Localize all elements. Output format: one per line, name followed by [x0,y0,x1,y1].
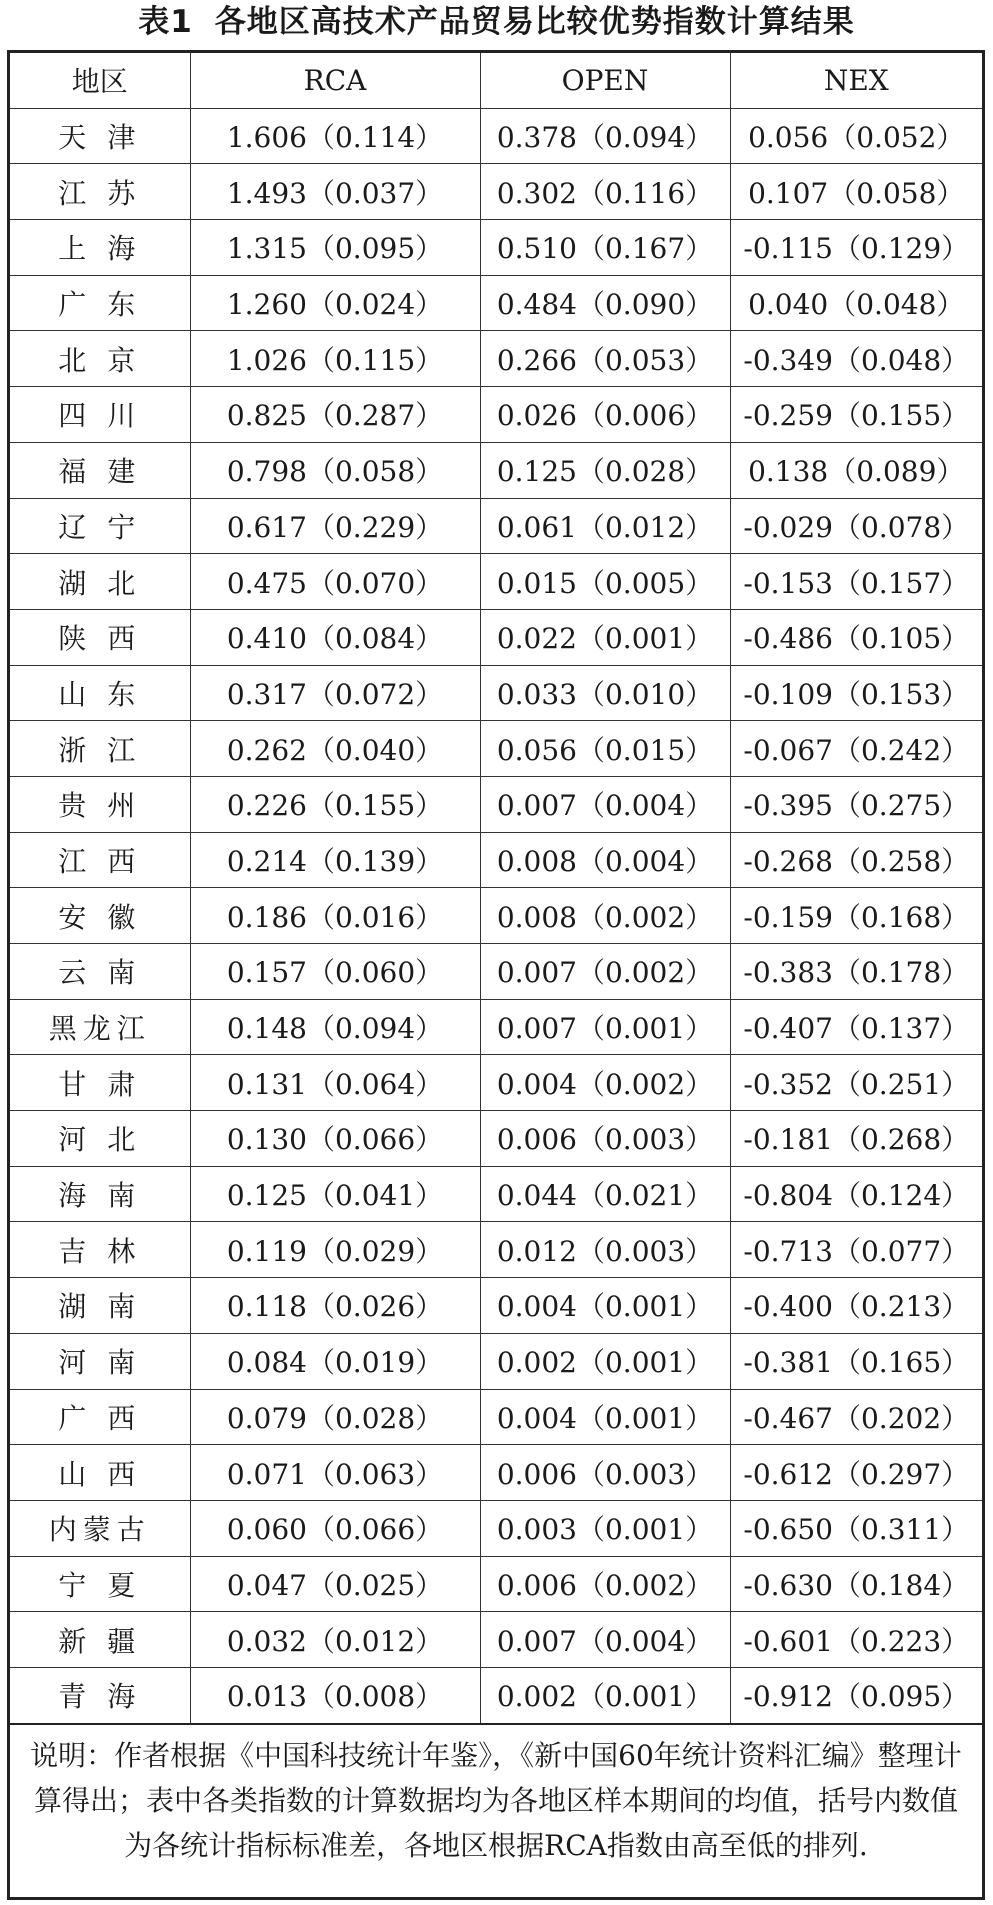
nex-cell: -0.912（0.095） [730,1667,982,1723]
rca-cell: 0.084（0.019） [190,1333,480,1389]
table-row [10,721,982,777]
nex-cell: -0.612（0.297） [730,1445,982,1501]
open-cell: 0.007（0.002） [480,944,730,1000]
region-cell: 四 川 [10,387,190,443]
region-cell: 江 西 [10,832,190,888]
rca-cell: 0.410（0.084） [190,609,480,665]
table-note: 说明：作者根据《中国科技统计年鉴》，《新中国60年统计资料汇编》整理计算得出；表中各类指数的计算数据均为各地区样本期间的均值，括号内数值为各统计指标标准差，各地区根据RCA指数由高至低的排列. [30,1738,962,1862]
rca-cell: 1.260（0.024） [190,275,480,331]
table-row [10,498,982,554]
open-cell: 0.002（0.001） [480,1667,730,1723]
region-cell: 河 南 [10,1333,190,1389]
region-cell: 湖 北 [10,554,190,610]
region-cell: 安 徽 [10,888,190,944]
region-cell: 广 东 [10,275,190,331]
open-cell: 0.012（0.003） [480,1222,730,1278]
region-cell: 海 南 [10,1166,190,1222]
open-cell: 0.002（0.001） [480,1333,730,1389]
open-cell: 0.033（0.010） [480,665,730,721]
open-cell: 0.510（0.167） [480,220,730,276]
table-row [10,442,982,498]
nex-cell: -0.181（0.268） [730,1111,982,1167]
region-cell: 山 西 [10,1445,190,1501]
nex-cell: -0.159（0.168） [730,888,982,944]
region-cell: 青 海 [10,1667,190,1723]
table-number: 表1 [138,4,193,40]
rca-cell: 1.606（0.114） [190,108,480,164]
table-row [10,1222,982,1278]
table-body [10,53,982,1724]
table-row [10,1333,982,1389]
nex-cell: -0.630（0.184） [730,1556,982,1612]
nex-cell: -0.601（0.223） [730,1612,982,1668]
open-cell: 0.004（0.001） [480,1389,730,1445]
open-cell: 0.003（0.001） [480,1500,730,1556]
rca-cell: 1.493（0.037） [190,164,480,220]
table-row [10,387,982,443]
rca-cell: 0.617（0.229） [190,498,480,554]
header-cell-open: OPEN [480,53,730,108]
open-cell: 0.008（0.004） [480,832,730,888]
table-row [10,999,982,1055]
region-cell: 内蒙古 [10,1500,190,1556]
region-cell: 吉 林 [10,1222,190,1278]
rca-cell: 0.071（0.063） [190,1445,480,1501]
table-row [10,1389,982,1445]
open-cell: 0.008（0.002） [480,888,730,944]
table-row [10,108,982,164]
region-cell: 广 西 [10,1389,190,1445]
rca-cell: 0.060（0.066） [190,1500,480,1556]
nex-cell: -0.109（0.153） [730,665,982,721]
table-title: 各地区高技术产品贸易比较优势指数计算结果 [214,4,855,40]
rca-cell: 0.079（0.028） [190,1389,480,1445]
region-cell: 甘 肃 [10,1055,190,1111]
table-row [10,888,982,944]
rca-cell: 0.798（0.058） [190,442,480,498]
table-row [10,1667,982,1723]
header-cell-rca: RCA [190,53,480,108]
nex-cell: -0.067（0.242） [730,721,982,777]
table-row [10,1556,982,1612]
region-cell: 云 南 [10,944,190,1000]
open-cell: 0.484（0.090） [480,275,730,331]
rca-cell: 0.131（0.064） [190,1055,480,1111]
table-row [10,1166,982,1222]
table-row [10,220,982,276]
nex-cell: -0.395（0.275） [730,776,982,832]
rca-cell: 0.047（0.025） [190,1556,480,1612]
table-row [10,1278,982,1334]
nex-cell: -0.804（0.124） [730,1166,982,1222]
region-cell: 宁 夏 [10,1556,190,1612]
nex-cell: -0.400（0.213） [730,1278,982,1334]
open-cell: 0.007（0.001） [480,999,730,1055]
rca-cell: 0.148（0.094） [190,999,480,1055]
rca-cell: 0.214（0.139） [190,832,480,888]
open-cell: 0.007（0.004） [480,1612,730,1668]
open-cell: 0.015（0.005） [480,554,730,610]
nex-cell: -0.650（0.311） [730,1500,982,1556]
header-row [10,53,982,108]
open-cell: 0.125（0.028） [480,442,730,498]
open-cell: 0.004（0.001） [480,1278,730,1334]
nex-cell: -0.407（0.137） [730,999,982,1055]
nex-cell: 0.138（0.089） [730,442,982,498]
rca-cell: 0.119（0.029） [190,1222,480,1278]
table-row [10,832,982,888]
rca-cell: 0.262（0.040） [190,721,480,777]
rca-cell: 0.825（0.287） [190,387,480,443]
table-row [10,331,982,387]
nex-cell: -0.268（0.258） [730,832,982,888]
rca-cell: 0.125（0.041） [190,1166,480,1222]
open-cell: 0.026（0.006） [480,387,730,443]
nex-cell: 0.040（0.048） [730,275,982,331]
table-caption [0,0,993,44]
table-row [10,275,982,331]
table-row [10,1111,982,1167]
nex-cell: -0.381（0.165） [730,1333,982,1389]
header-cell-nex: NEX [730,53,982,108]
nex-cell: -0.713（0.077） [730,1222,982,1278]
rca-cell: 0.317（0.072） [190,665,480,721]
table-frame [7,50,985,1900]
nex-cell: -0.115（0.129） [730,220,982,276]
region-cell: 天 津 [10,108,190,164]
header-cell-region: 地区 [10,53,190,108]
table-row [10,554,982,610]
region-cell: 黑龙江 [10,999,190,1055]
nex-cell: -0.029（0.078） [730,498,982,554]
open-cell: 0.006（0.002） [480,1556,730,1612]
region-cell: 浙 江 [10,721,190,777]
rca-cell: 0.130（0.066） [190,1111,480,1167]
region-cell: 陕 西 [10,609,190,665]
table-row [10,1445,982,1501]
open-cell: 0.006（0.003） [480,1445,730,1501]
region-cell: 贵 州 [10,776,190,832]
nex-cell: -0.352（0.251） [730,1055,982,1111]
rca-cell: 0.226（0.155） [190,776,480,832]
nex-cell: -0.383（0.178） [730,944,982,1000]
open-cell: 0.007（0.004） [480,776,730,832]
region-cell: 江 苏 [10,164,190,220]
table-row [10,776,982,832]
table-row [10,609,982,665]
nex-cell: -0.467（0.202） [730,1389,982,1445]
table-row [10,164,982,220]
data-table [10,53,982,1725]
rca-cell: 0.032（0.012） [190,1612,480,1668]
nex-cell: -0.259（0.155） [730,387,982,443]
rca-cell: 0.186（0.016） [190,888,480,944]
rca-cell: 0.475（0.070） [190,554,480,610]
open-cell: 0.006（0.003） [480,1111,730,1167]
nex-cell: -0.486（0.105） [730,609,982,665]
rca-cell: 0.013（0.008） [190,1667,480,1723]
region-cell: 河 北 [10,1111,190,1167]
open-cell: 0.302（0.116） [480,164,730,220]
table-row [10,1055,982,1111]
open-cell: 0.004（0.002） [480,1055,730,1111]
open-cell: 0.044（0.021） [480,1166,730,1222]
region-cell: 上 海 [10,220,190,276]
nex-cell: 0.056（0.052） [730,108,982,164]
open-cell: 0.378（0.094） [480,108,730,164]
region-cell: 新 疆 [10,1612,190,1668]
region-cell: 山 东 [10,665,190,721]
open-cell: 0.056（0.015） [480,721,730,777]
table-row [10,944,982,1000]
nex-cell: -0.349（0.048） [730,331,982,387]
region-cell: 辽 宁 [10,498,190,554]
rca-cell: 1.315（0.095） [190,220,480,276]
table-row [10,1612,982,1668]
rca-cell: 1.026（0.115） [190,331,480,387]
open-cell: 0.061（0.012） [480,498,730,554]
rca-cell: 0.118（0.026） [190,1278,480,1334]
table-row [10,1500,982,1556]
open-cell: 0.022（0.001） [480,609,730,665]
region-cell: 北 京 [10,331,190,387]
table-row [10,665,982,721]
region-cell: 湖 南 [10,1278,190,1334]
rca-cell: 0.157（0.060） [190,944,480,1000]
open-cell: 0.266（0.053） [480,331,730,387]
nex-cell: -0.153（0.157） [730,554,982,610]
nex-cell: 0.107（0.058） [730,164,982,220]
region-cell: 福 建 [10,442,190,498]
